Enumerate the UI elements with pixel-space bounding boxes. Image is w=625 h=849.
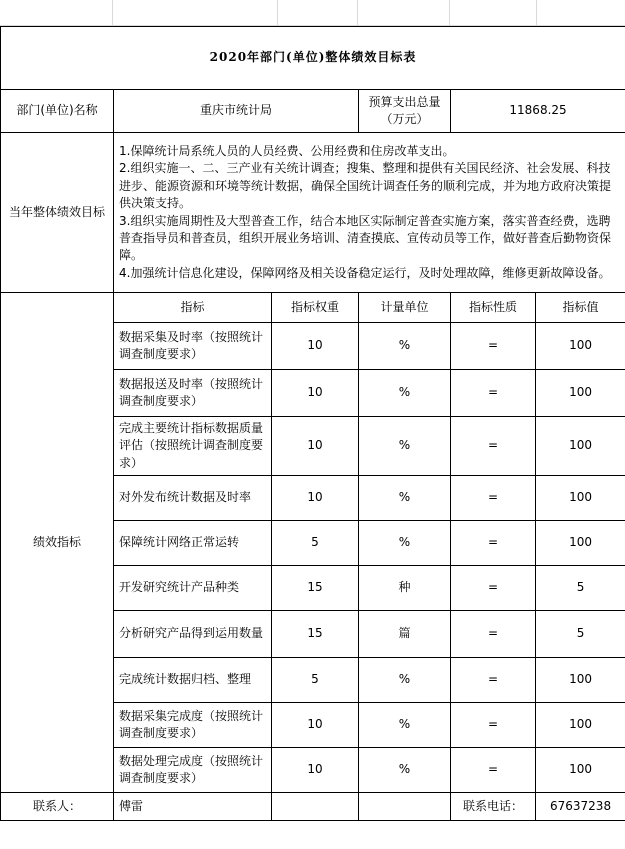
indicator-value: 5	[536, 611, 625, 658]
indicator-name: 数据采集及时率（按照统计调查制度要求）	[114, 323, 272, 370]
indicator-value: 100	[536, 748, 625, 793]
performance-indicator-label: 绩效指标	[1, 293, 114, 793]
column-header-weight: 指标权重	[272, 293, 359, 323]
indicator-nature: =	[451, 611, 536, 658]
budget-total-label-line2: （万元）	[380, 112, 429, 126]
indicator-value: 100	[536, 370, 625, 417]
contact-phone-label: 联系电话：	[451, 793, 536, 821]
indicator-weight: 10	[272, 748, 359, 793]
contact-phone-value: 67637238	[536, 793, 625, 821]
indicator-weight: 5	[272, 521, 359, 566]
indicator-value: 5	[536, 566, 625, 611]
budget-total-label-line1: 预算支出总量	[368, 94, 441, 109]
indicator-weight: 5	[272, 658, 359, 703]
indicator-nature: =	[451, 370, 536, 417]
indicator-value: 100	[536, 703, 625, 748]
grid-cell-3[interactable]	[278, 0, 358, 25]
indicator-value: 100	[536, 417, 625, 476]
grid-cell-2[interactable]	[113, 0, 278, 25]
indicator-weight: 15	[272, 611, 359, 658]
annual-goal-body	[114, 133, 625, 293]
indicator-unit: %	[359, 476, 451, 521]
indicator-unit: %	[359, 417, 451, 476]
indicator-name: 数据采集完成度（按照统计调查制度要求）	[114, 703, 272, 748]
top-gridline-row	[0, 0, 625, 26]
annual-goal-item-1: 1.保障统计局系统人员的人员经费、公用经费和住房改革支出。	[119, 143, 455, 158]
contact-person-value: 傅雷	[114, 793, 272, 821]
title-row	[1, 27, 625, 90]
indicator-nature: =	[451, 417, 536, 476]
indicator-header-row	[1, 293, 625, 323]
indicator-unit: %	[359, 323, 451, 370]
indicator-weight: 10	[272, 417, 359, 476]
indicator-name: 数据处理完成度（按照统计调查制度要求）	[114, 748, 272, 793]
annual-goal-row	[1, 133, 625, 293]
contact-spacer-2	[359, 793, 451, 821]
column-header-indicator: 指标	[114, 293, 272, 323]
annual-goal-item-3: 3.组织实施周期性及大型普查工作，结合本地区实际制定普查实施方案，落实普查经费，选聘普查指导员和普查员，组织开展业务培训、清查摸底、宣传动员等工作，做好普查后勤物资保障。	[119, 213, 612, 263]
indicator-name: 保障统计网络正常运转	[114, 521, 272, 566]
indicator-value: 100	[536, 658, 625, 703]
indicator-value: 100	[536, 521, 625, 566]
indicator-weight: 15	[272, 566, 359, 611]
indicator-value: 100	[536, 323, 625, 370]
indicator-nature: =	[451, 476, 536, 521]
grid-cell-4[interactable]	[358, 0, 450, 25]
indicator-name: 完成主要统计指标数据质量评估（按照统计调查制度要求）	[114, 417, 272, 476]
main-table	[0, 26, 625, 821]
indicator-nature: =	[451, 658, 536, 703]
indicator-unit: %	[359, 658, 451, 703]
indicator-unit: %	[359, 748, 451, 793]
grid-cell-5[interactable]	[450, 0, 537, 25]
indicator-weight: 10	[272, 370, 359, 417]
indicator-unit: %	[359, 521, 451, 566]
grid-cell-1[interactable]	[0, 0, 113, 25]
indicator-weight: 10	[272, 476, 359, 521]
indicator-nature: =	[451, 748, 536, 793]
indicator-unit: %	[359, 370, 451, 417]
indicator-name: 对外发布统计数据及时率	[114, 476, 272, 521]
department-row	[1, 90, 625, 133]
indicator-weight: 10	[272, 703, 359, 748]
budget-total-label	[359, 90, 451, 133]
contact-person-label: 联系人：	[1, 793, 114, 821]
indicator-nature: =	[451, 521, 536, 566]
annual-goal-item-4: 4.加强统计信息化建设，保障网络及相关设备稳定运行，及时处理故障，维修更新故障设备。	[119, 265, 611, 280]
grid-cell-6[interactable]	[537, 0, 625, 25]
column-header-unit: 计量单位	[359, 293, 451, 323]
annual-goal-label: 当年整体绩效目标	[1, 133, 114, 293]
indicator-weight: 10	[272, 323, 359, 370]
indicator-unit: 篇	[359, 611, 451, 658]
indicator-name: 开发研究统计产品种类	[114, 566, 272, 611]
department-name-value: 重庆市统计局	[114, 90, 359, 133]
indicator-name: 数据报送及时率（按照统计调查制度要求）	[114, 370, 272, 417]
indicator-nature: =	[451, 703, 536, 748]
indicator-unit: %	[359, 703, 451, 748]
page-title: 2020年部门(单位)整体绩效目标表	[1, 27, 625, 90]
contact-row	[1, 793, 625, 821]
indicator-nature: =	[451, 566, 536, 611]
indicator-name: 分析研究产品得到运用数量	[114, 611, 272, 658]
indicator-nature: =	[451, 323, 536, 370]
department-name-label: 部门(单位)名称	[1, 90, 114, 133]
column-header-value: 指标值	[536, 293, 625, 323]
indicator-unit: 种	[359, 566, 451, 611]
contact-spacer-1	[272, 793, 359, 821]
annual-goal-item-2: 2.组织实施一、二、三产业有关统计调查；搜集、整理和提供有关国民经济、社会发展、科技进步、能源资源和环境等统计数据，确保全国统计调查任务的顺利完成，并为地方政府决策提供决策支持。	[119, 161, 612, 211]
indicator-value: 100	[536, 476, 625, 521]
column-header-nature: 指标性质	[451, 293, 536, 323]
budget-total-value: 11868.25	[451, 90, 625, 133]
indicator-name: 完成统计数据归档、整理	[114, 658, 272, 703]
